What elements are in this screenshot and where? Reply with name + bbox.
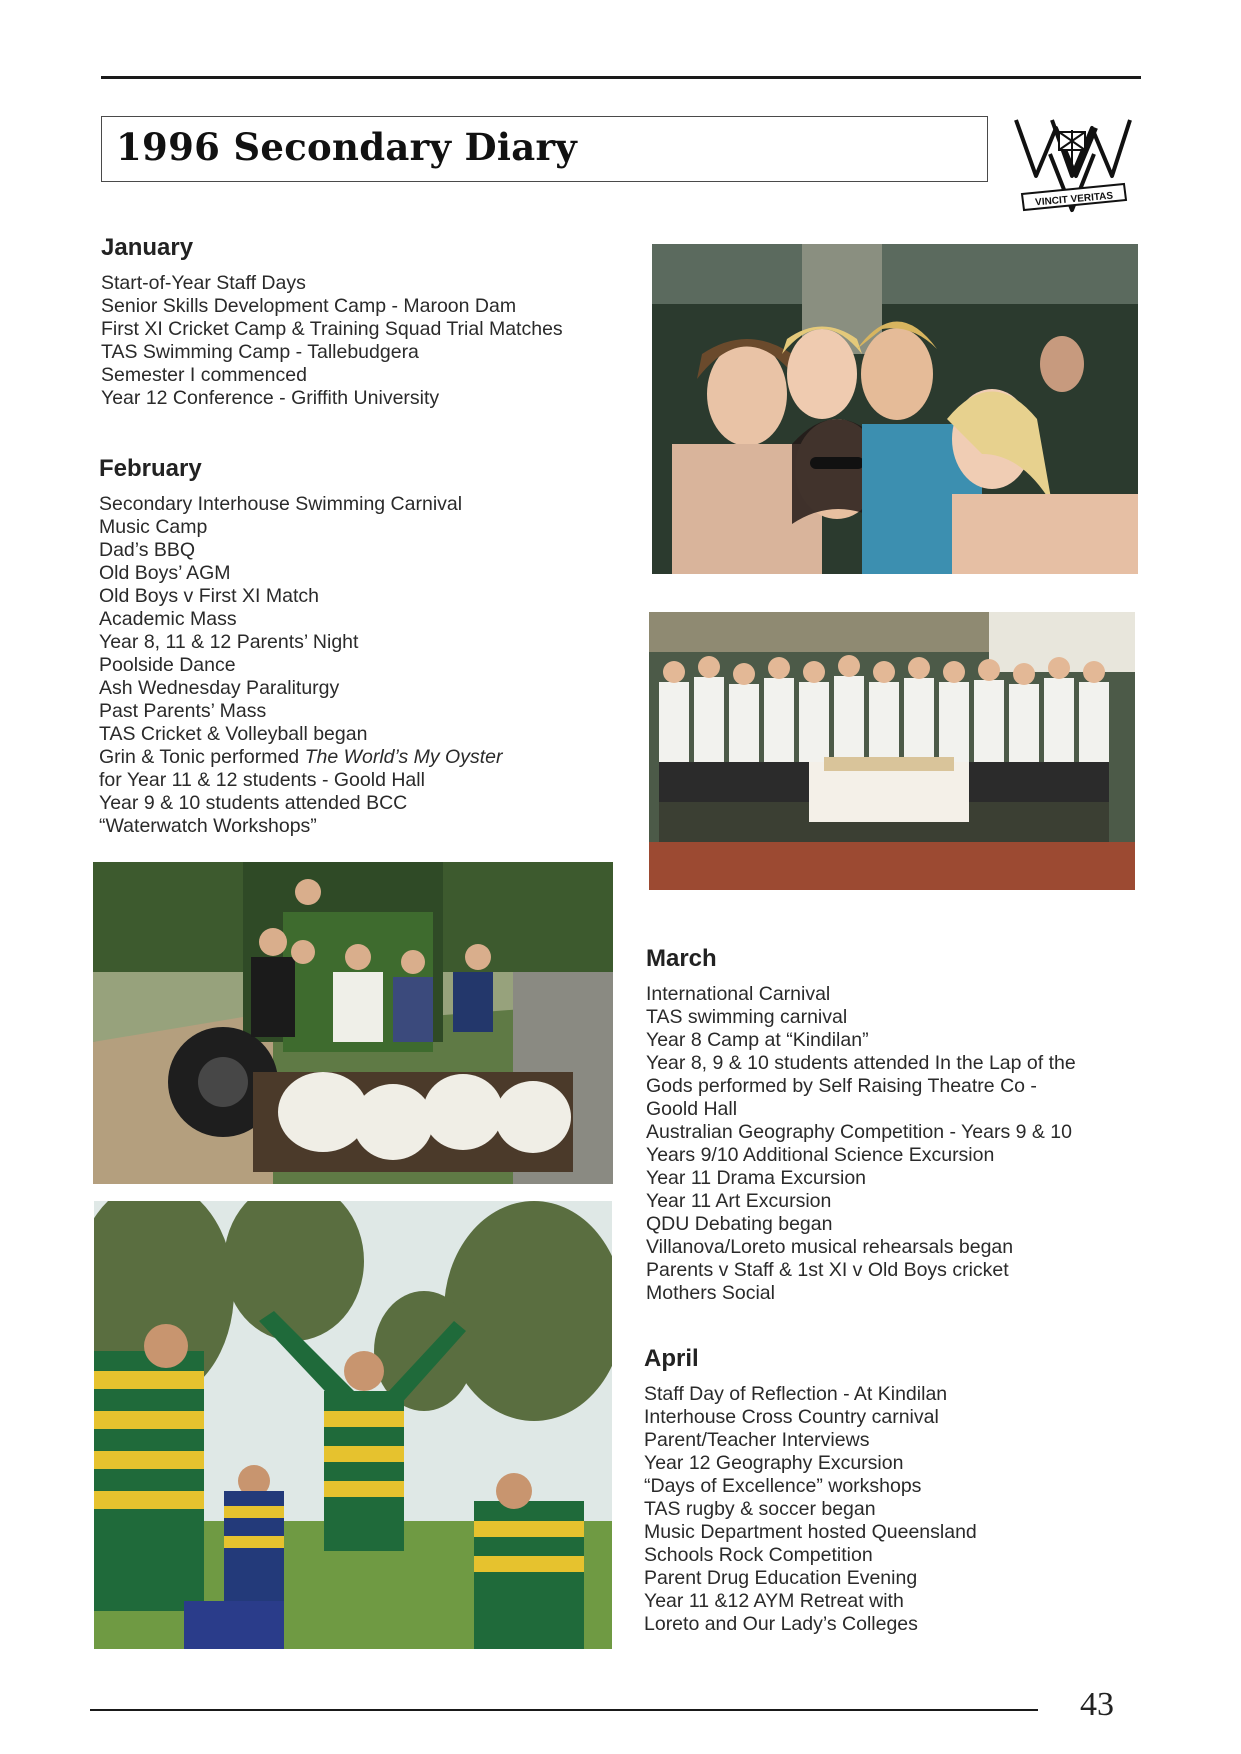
- section-heading-april: April: [644, 1345, 699, 1372]
- list-item: Year 8, 11 & 12 Parents’ Night: [99, 631, 359, 653]
- list-item: Ash Wednesday Paraliturgy: [99, 677, 340, 699]
- title-box: [101, 116, 988, 182]
- list-item: Goold Hall: [646, 1098, 738, 1120]
- list-item: Year 12 Conference - Griffith University: [101, 387, 440, 409]
- bottom-rule: [90, 1709, 1038, 1711]
- top-rule: [101, 76, 1141, 79]
- list-item: Parent/Teacher Interviews: [644, 1429, 870, 1451]
- grin-tonic-text: Grin & Tonic performed: [99, 746, 305, 768]
- list-item: Australian Geography Competition - Years 9 & 10: [646, 1121, 1073, 1143]
- list-item: Staff Day of Reflection - At Kindilan: [644, 1383, 948, 1405]
- list-item: Parent Drug Education Evening: [644, 1567, 918, 1589]
- list-item: TAS Cricket & Volleyball began: [99, 723, 368, 745]
- section-february: [99, 455, 503, 838]
- list-item: Interhouse Cross Country carnival: [644, 1406, 939, 1428]
- photo-rugby-lineout: [94, 1201, 612, 1649]
- section-heading-march: March: [646, 945, 717, 972]
- list-item: Villanova/Loreto musical rehearsals began: [646, 1236, 1014, 1258]
- list-item: “Waterwatch Workshops”: [99, 815, 317, 837]
- february-list: [99, 493, 503, 838]
- section-march: [646, 945, 1076, 1305]
- list-item: Year 9 & 10 students attended BCC: [99, 792, 408, 814]
- list-item: Years 9/10 Additional Science Excursion: [646, 1144, 995, 1166]
- list-item: Parents v Staff & 1st XI v Old Boys cricket: [646, 1259, 1009, 1281]
- list-item: Year 11 &12 AYM Retreat with: [644, 1590, 904, 1612]
- list-item: TAS Swimming Camp - Tallebudgera: [101, 341, 419, 363]
- list-item: Mothers Social: [646, 1282, 775, 1304]
- list-item: Year 11 Drama Excursion: [646, 1167, 867, 1189]
- list-item: Start-of-Year Staff Days: [101, 272, 306, 294]
- list-item: Year 11 Art Excursion: [646, 1190, 832, 1212]
- list-item: TAS rugby & soccer began: [644, 1498, 876, 1520]
- school-crest: [1010, 106, 1136, 218]
- list-item: [99, 746, 503, 769]
- section-heading-january: January: [101, 234, 194, 261]
- list-item: Gods performed by Self Raising Theatre Co -: [646, 1075, 1037, 1097]
- list-item: Loreto and Our Lady’s Colleges: [644, 1613, 918, 1635]
- list-item: Poolside Dance: [99, 654, 236, 676]
- list-item: First XI Cricket Camp & Training Squad Trial Matches: [101, 318, 563, 340]
- section-heading-february: February: [99, 455, 202, 482]
- list-item: Music Camp: [99, 516, 208, 538]
- list-item: Semester I commenced: [101, 364, 307, 386]
- photo-students-group: [652, 244, 1138, 574]
- list-item: Old Boys v First XI Match: [99, 585, 319, 607]
- list-item: Old Boys’ AGM: [99, 562, 231, 584]
- list-item: Senior Skills Development Camp - Maroon Dam: [101, 295, 517, 317]
- list-item: Schools Rock Competition: [644, 1544, 873, 1566]
- march-list: [646, 983, 1076, 1305]
- play-title: The World’s My Oyster: [304, 746, 503, 768]
- list-item: QDU Debating began: [646, 1213, 833, 1235]
- list-item: Secondary Interhouse Swimming Carnival: [99, 493, 463, 515]
- list-item: Year 12 Geography Excursion: [644, 1452, 904, 1474]
- page-number: 43: [1080, 1686, 1114, 1723]
- list-item: Academic Mass: [99, 608, 237, 630]
- list-item: Year 8 Camp at “Kindilan”: [646, 1029, 869, 1051]
- list-item: TAS swimming carnival: [646, 1006, 848, 1028]
- page-title: 1996 Secondary Diary: [116, 125, 578, 169]
- list-item: Music Department hosted Queensland: [644, 1521, 977, 1543]
- january-list: [101, 272, 563, 410]
- list-item: Year 8, 9 & 10 students attended In the Lap of the: [646, 1052, 1076, 1074]
- photo-tractor-students: [93, 862, 613, 1184]
- list-item: International Carnival: [646, 983, 831, 1005]
- april-list: [644, 1383, 977, 1636]
- list-item: Past Parents’ Mass: [99, 700, 267, 722]
- section-january: [101, 234, 563, 410]
- photo-school-assembly: [649, 612, 1135, 890]
- crest-motto: VINCIT VERITAS: [1034, 190, 1114, 209]
- list-item: “Days of Excellence” workshops: [644, 1475, 922, 1497]
- list-item: for Year 11 & 12 students - Goold Hall: [99, 769, 425, 791]
- section-april: [644, 1345, 977, 1636]
- list-item: Dad’s BBQ: [99, 539, 196, 561]
